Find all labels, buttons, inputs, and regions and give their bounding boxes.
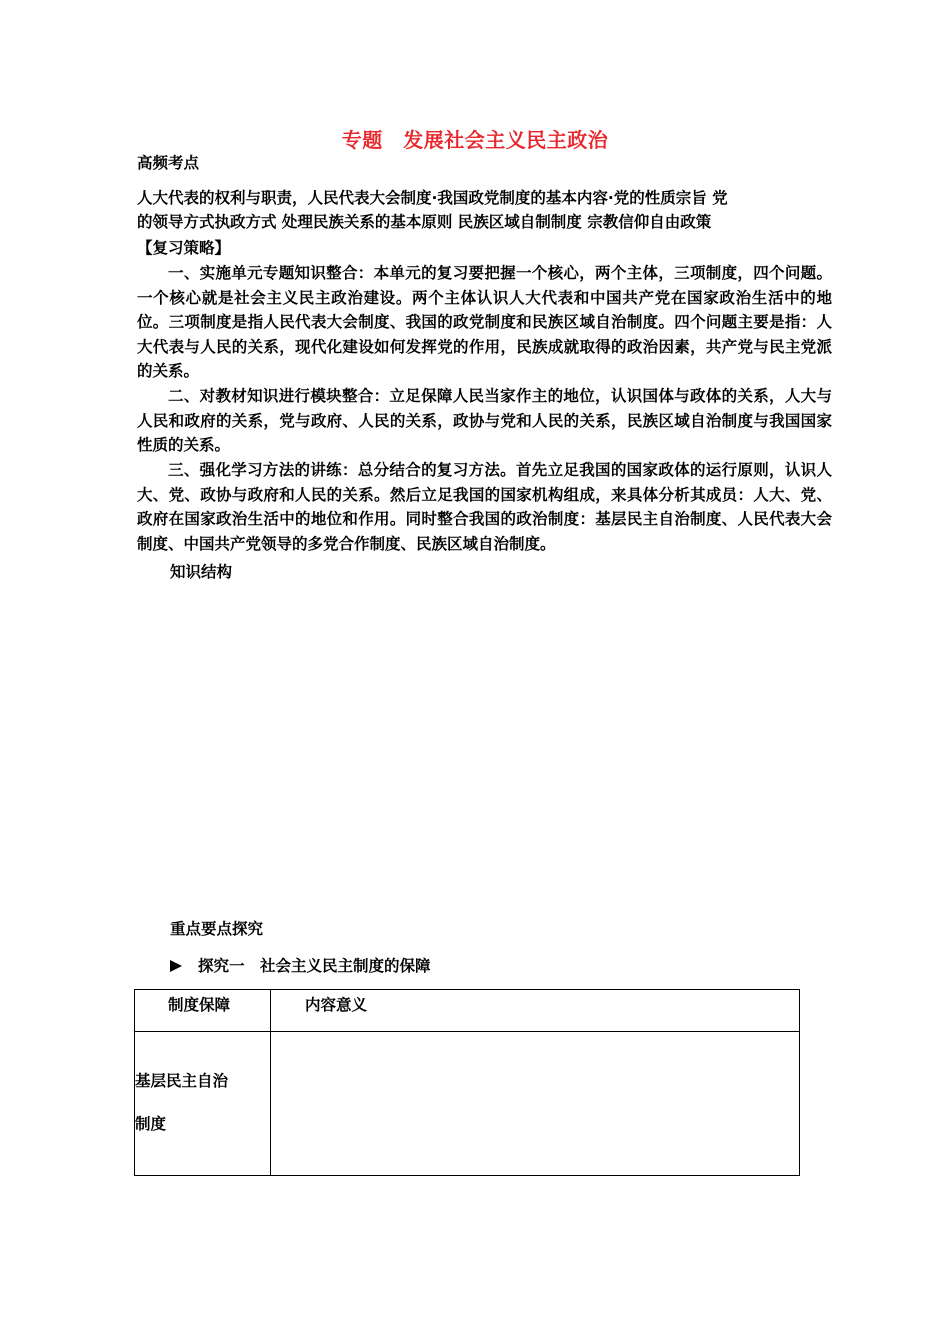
header-label-content-meaning: 内容意义 (305, 996, 368, 1014)
inquiry-table (134, 989, 800, 1176)
key-points-heading: 重点要点探究 (170, 920, 264, 938)
pointer-arrow-icon (170, 960, 182, 972)
knowledge-structure-heading: 知识结构 (170, 563, 233, 581)
document-title: 专题 发展社会主义民主政治 (341, 128, 609, 152)
high-frequency-topics-line-2: 的领导方式执政方式 处理民族关系的基本原则 民族区域自制制度 宗教信仰自由政策 (137, 213, 712, 231)
header-cell-content-meaning (271, 990, 800, 1032)
table-row (135, 1032, 800, 1176)
inquiry-1-title: 探究一 社会主义民主制度的保障 (198, 957, 431, 975)
row-label-cell (135, 1032, 271, 1176)
inquiry-1-heading (170, 955, 431, 977)
strategy-paragraph-1: 一、实施单元专题知识整合：本单元的复习要把握一个核心，两个主体，三项制度，四个问题。一个核心就是社会主义民主政治建设。两个主体认识人大代表和中国共产党在国家政治生活中的地位。三项制度是指人民代表大会制度、我国的政党制度和民族区域自治制度。四个问题主要是指：人大代表与人民的关系，现代化建设如何发挥党的作用，民族成就取得的政治因素，共产党与民主党派的关系。 (137, 264, 832, 380)
row-label-grassroots-democracy: 基层民主自治制度 (135, 1072, 229, 1133)
table-header-row (135, 990, 800, 1032)
row-content-cell (271, 1032, 800, 1176)
header-cell-system-guarantee (135, 990, 271, 1032)
review-strategy-heading: 【复习策略】 (137, 239, 231, 257)
high-frequency-heading: 高频考点 (137, 154, 200, 172)
high-frequency-topics-line-1: 人大代表的权利与职责，人民代表大会制度·我国政党制度的基本内容·党的性质宗旨 党 (137, 189, 728, 207)
strategy-paragraph-3: 三、强化学习方法的讲练：总分结合的复习方法。首先立足我国的国家政体的运行原则，认识人大、党、政协与政府和人民的关系。然后立足我国的国家机构组成，来具体分析其成员：人大、党、政府在国家政治生活中的地位和作用。同时整合我国的政治制度：基层民主自治制度、人民代表大会制度、中国共产党领导的多党合作制度、民族区域自治制度。 (137, 461, 832, 553)
strategy-paragraph-2: 二、对教材知识进行模块整合：立足保障人民当家作主的地位，认识国体与政体的关系，人大与人民和政府的关系，党与政府、人民的关系，政协与党和人民的关系，民族区域自治制度与我国国家性质的关系。 (137, 387, 832, 454)
header-label-system-guarantee: 制度保障 (168, 996, 231, 1014)
